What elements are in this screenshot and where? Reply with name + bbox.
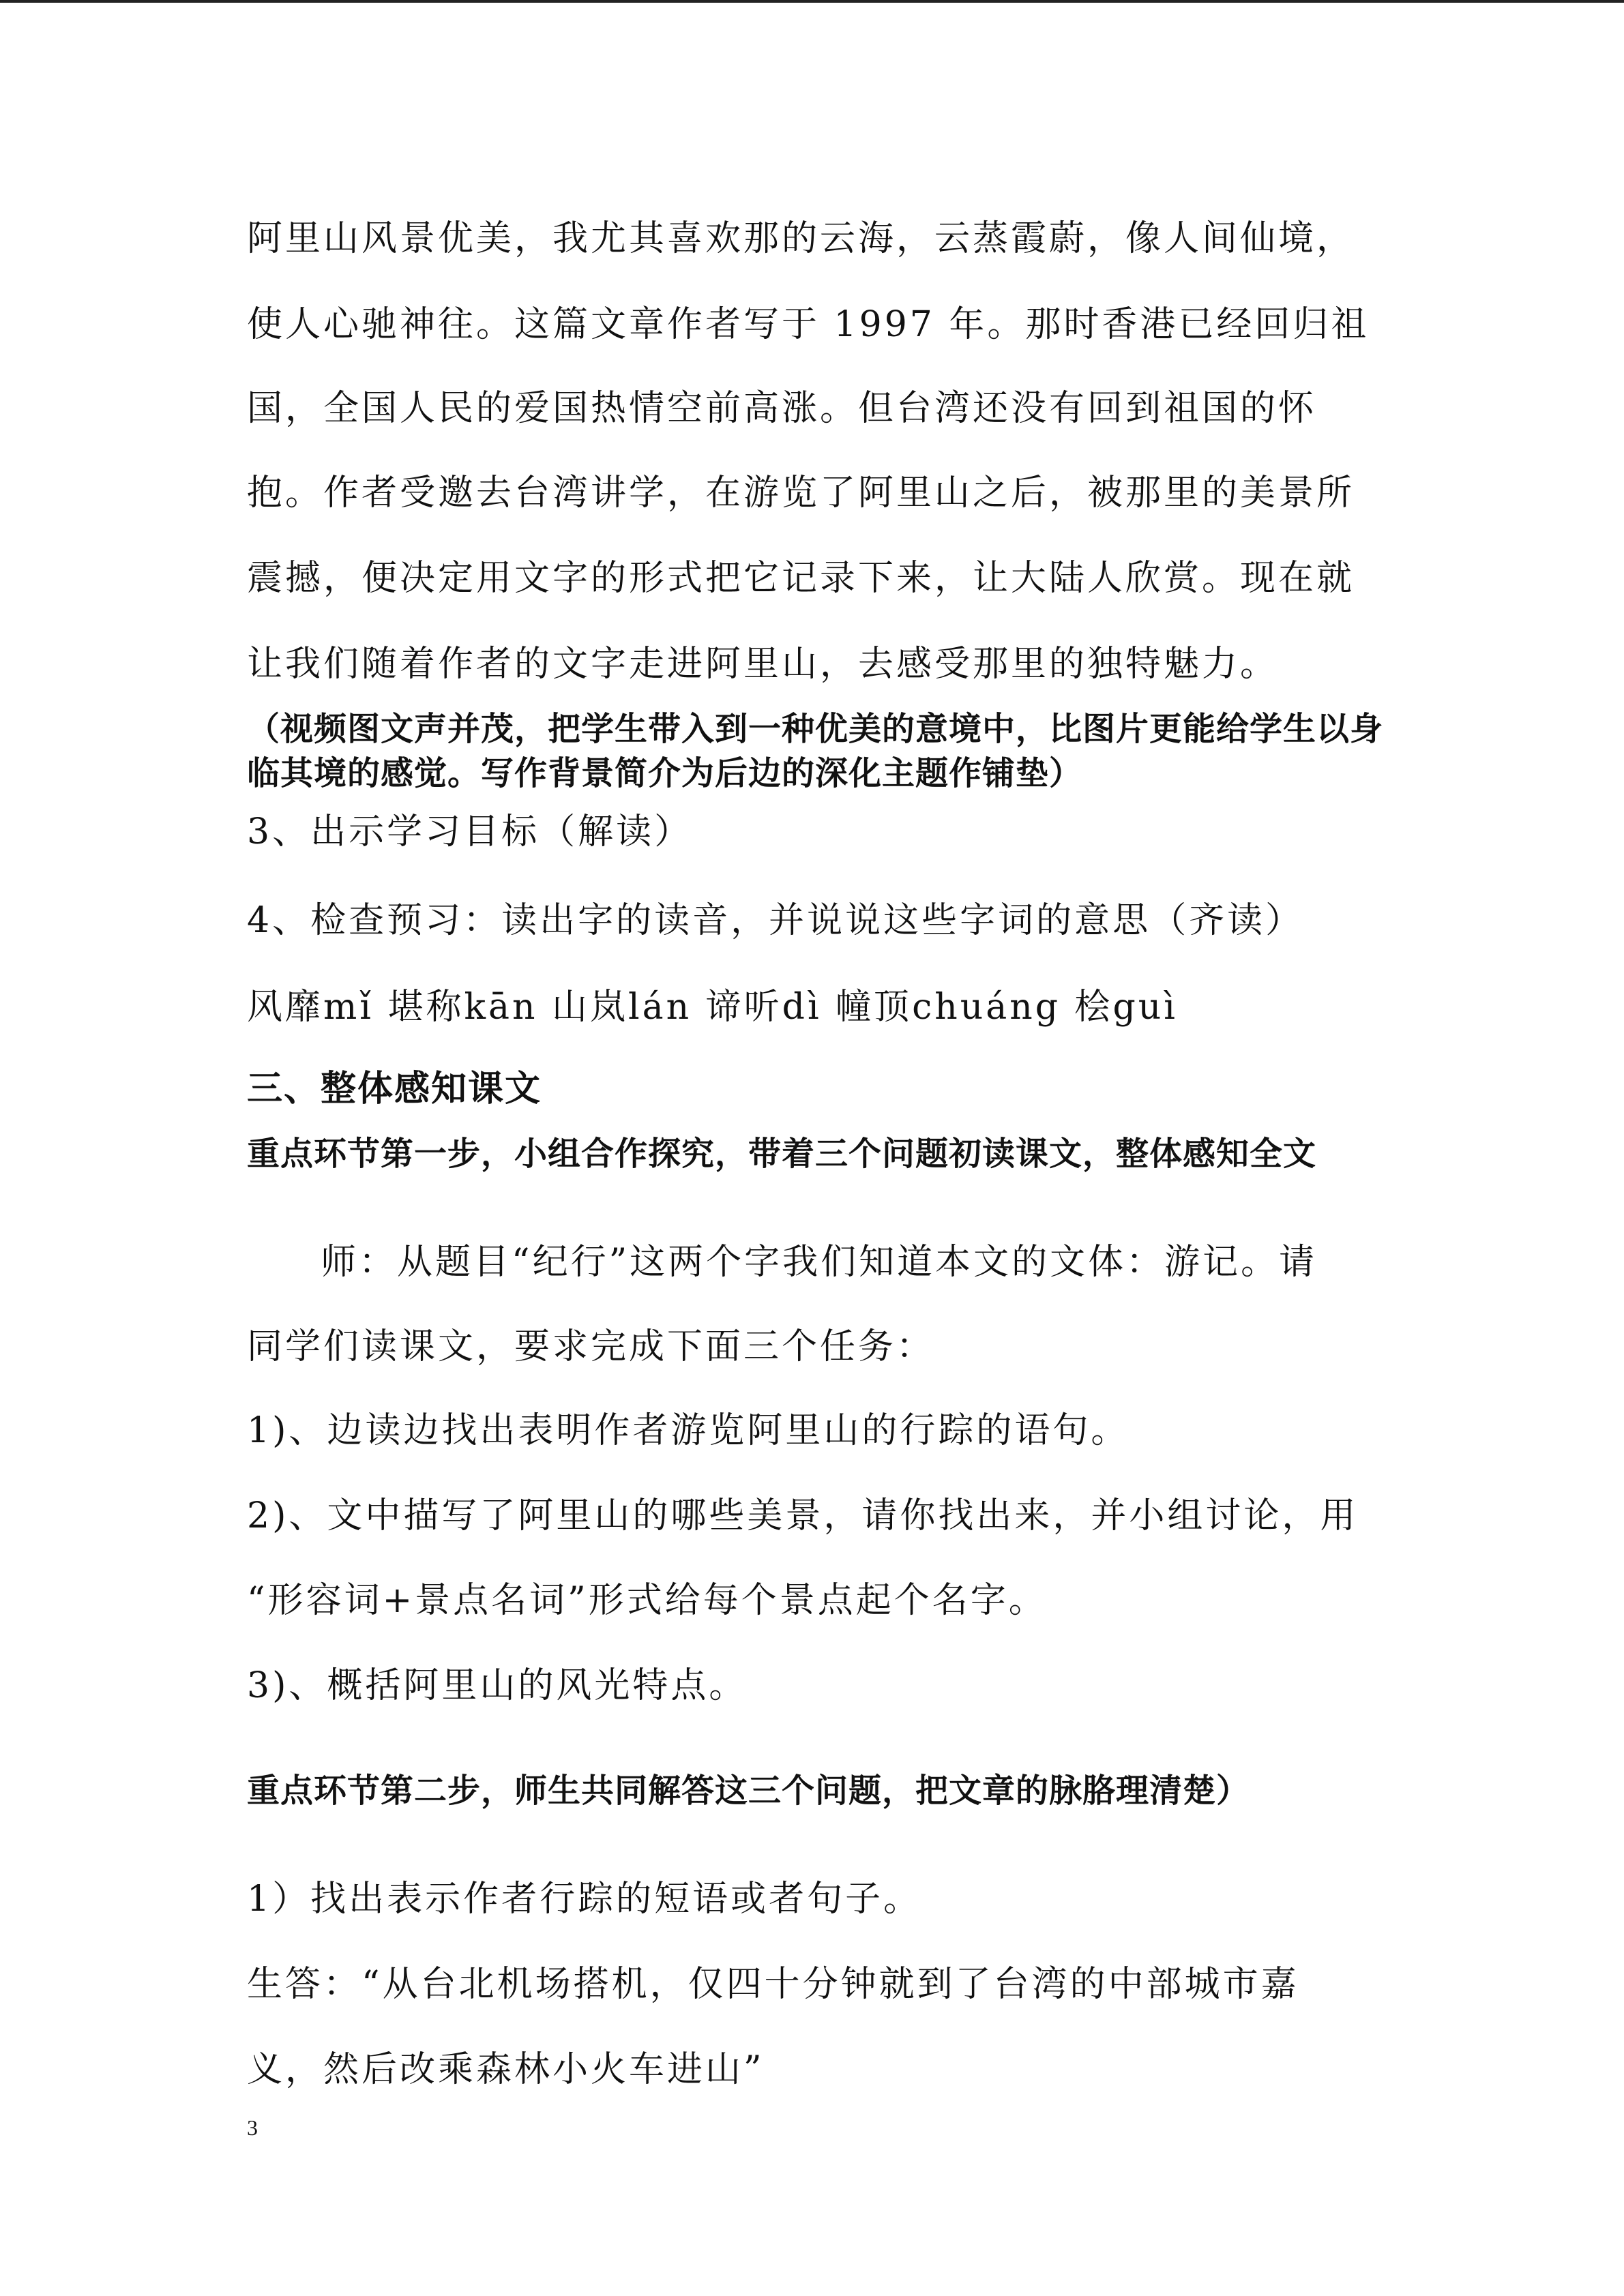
answer-question: 1）找出表示作者行踪的短语或者句子。 [247,1879,922,1920]
teaching-note-line: 临其境的感觉。写作背景简介为后边的深化主题作铺垫） [247,754,1083,792]
teacher-line: 同学们读课文，要求完成下面三个任务： [247,1326,935,1367]
task-line: 1)、边读边找出表明作者游览阿里山的行踪的语句。 [247,1410,1130,1451]
step-3-text: 3、出示学习目标（解读） [247,811,693,852]
key-step-2: 重点环节第二步，师生共同解答这三个问题，把文章的脉胳理清楚） [247,1772,1250,1810]
student-answer-line: 生答：“从台北机场搭机，仅四十分钟就到了台湾的中部城市嘉 [247,1964,1299,2005]
task-line: 3)、概括阿里山的风光特点。 [247,1665,748,1706]
teacher-line: 师：从题目“纪行”这两个字我们知道本文的文体：游记。请 [321,1242,1318,1283]
paragraph-line: 使人心驰神往。这篇文章作者写于 1997 年。那时香港已经回归祖 [247,304,1370,345]
task-line: 2)、文中描写了阿里山的哪些美景，请你找出来，并小组讨论，用 [247,1495,1359,1536]
teaching-note-line: （视频图文声并茂，把学生带入到一种优美的意境中，比图片更能给学生以身 [247,710,1384,748]
student-answer-line: 义，然后改乘森林小火车进山” [247,2049,765,2090]
key-step-1: 重点环节第一步，小组合作探究，带着三个问题初读课文，整体感知全文 [247,1135,1317,1173]
step-4-text: 4、检查预习：读出字的读音，并说说这些字词的意思（齐读） [247,900,1304,941]
paragraph-line: 抱。作者受邀去台湾讲学，在游览了阿里山之后，被那里的美景所 [247,473,1355,513]
paragraph-line: 让我们随着作者的文字走进阿里山，去感受那里的独特魅力。 [247,644,1279,685]
page-top-border [0,0,1624,3]
paragraph-line: 国，全国人民的爱国热情空前高涨。但台湾还没有回到祖国的怀 [247,388,1317,429]
task-line: “形容词+景点名词”形式给每个景点起个名字。 [247,1580,1047,1621]
paragraph-line: 震撼，便决定用文字的形式把它记录下来，让大陆人欣赏。现在就 [247,558,1355,599]
vocabulary-pinyin-line: 风靡mǐ 堪称kān 山岚lán 谛听dì 幢顶chuáng 桧guì [247,987,1178,1028]
page-number: 3 [247,2115,258,2140]
paragraph-line: 阿里山风景优美，我尤其喜欢那的云海，云蒸霞蔚，像人间仙境， [247,218,1355,259]
section-heading: 三、整体感知课文 [247,1069,542,1109]
